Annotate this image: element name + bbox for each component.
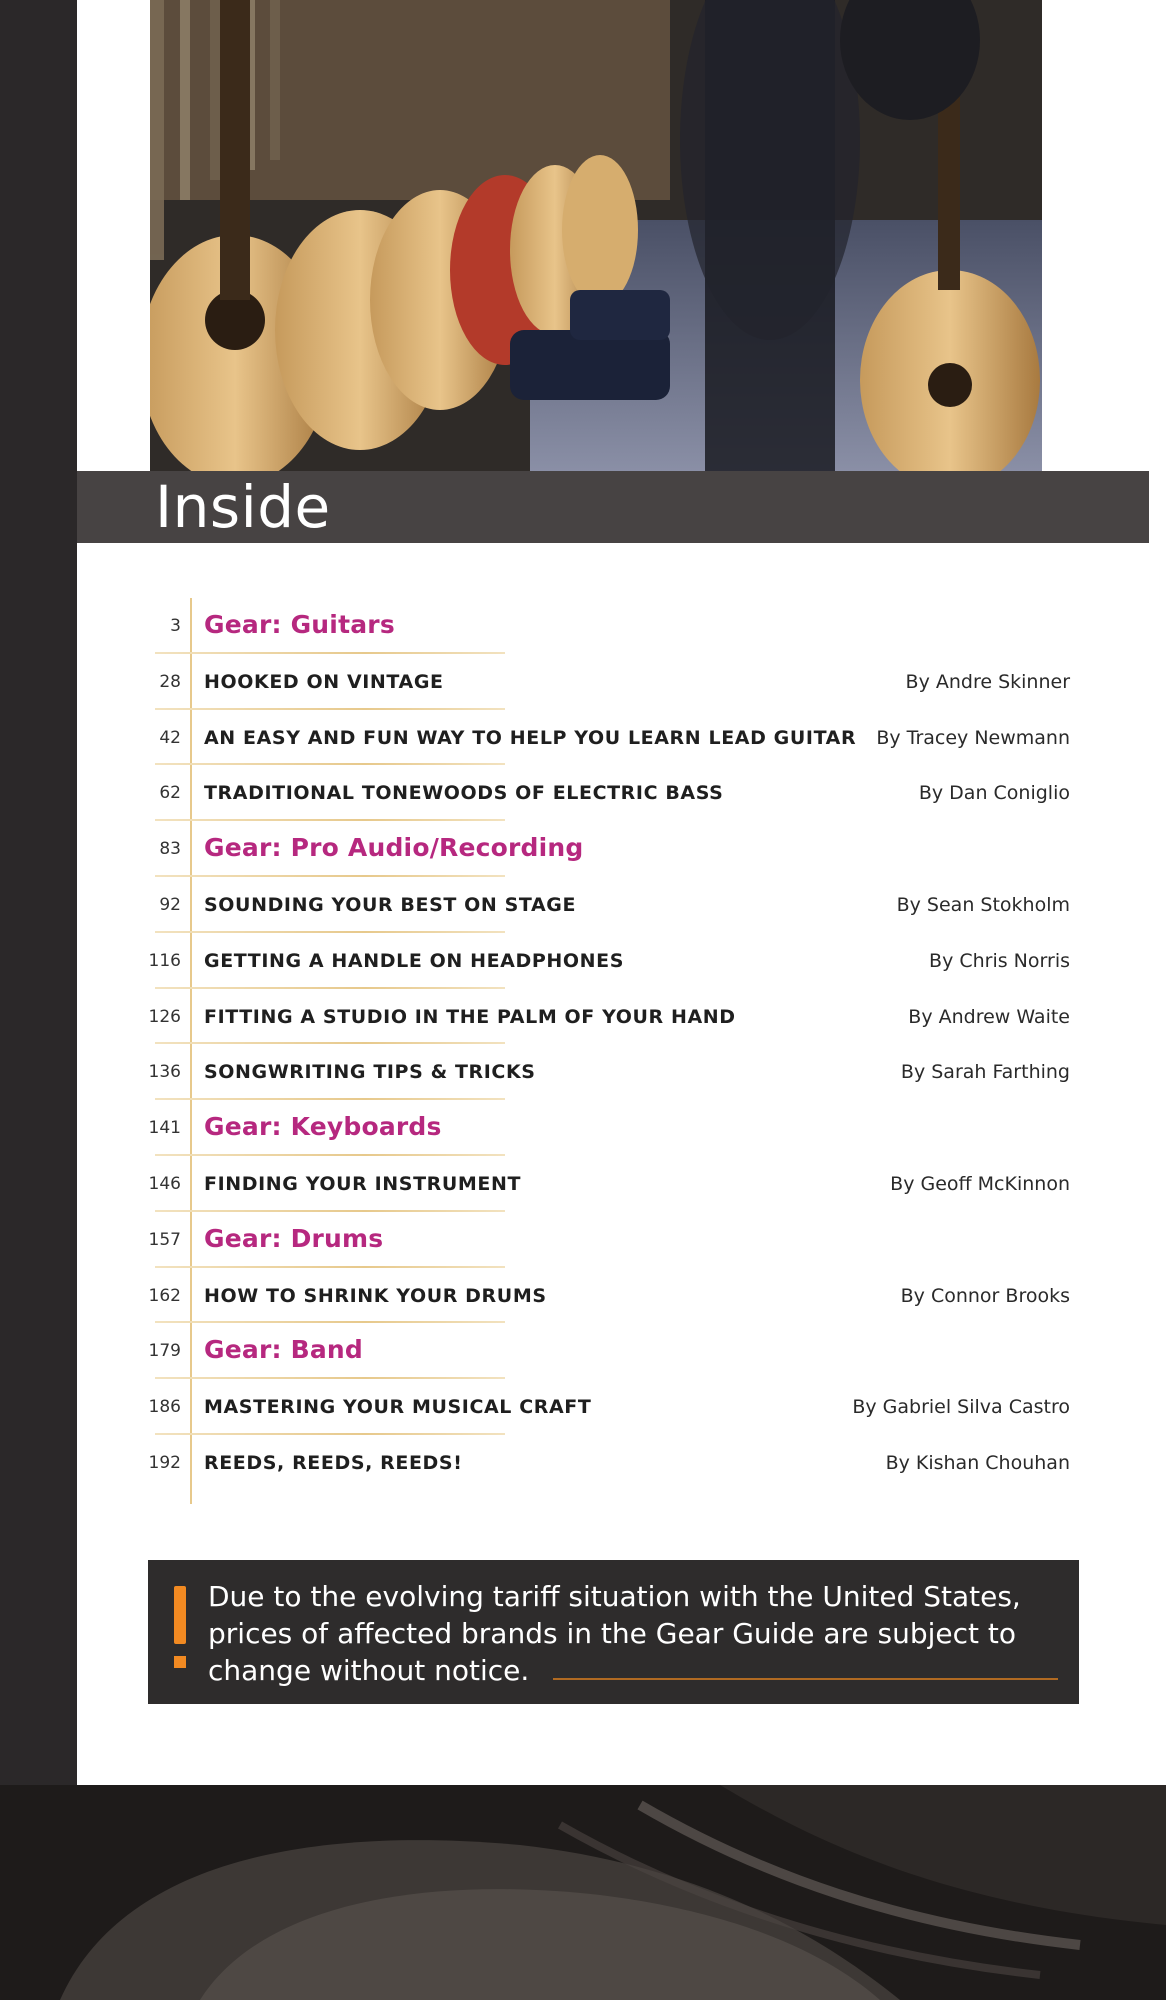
toc-article-title: FINDING YOUR INSTRUMENT: [204, 1172, 522, 1195]
toc-author: By Kishan Chouhan: [885, 1451, 1070, 1474]
toc-article-title: SOUNDING YOUR BEST ON STAGE: [204, 893, 577, 916]
toc-article-title: FITTING A STUDIO IN THE PALM OF YOUR HAND: [204, 1005, 736, 1028]
toc-page-number: 3: [170, 616, 181, 636]
toc-article-row[interactable]: [145, 1435, 1080, 1491]
toc-author: By Chris Norris: [929, 949, 1070, 972]
toc-page-number: 116: [148, 950, 181, 971]
toc-article-row[interactable]: [145, 765, 1080, 821]
toc-article-title: HOW TO SHRINK YOUR DRUMS: [204, 1284, 547, 1307]
toc-section-row[interactable]: [145, 1100, 1080, 1156]
toc-article-row[interactable]: [145, 1268, 1080, 1324]
toc-section-row[interactable]: [145, 598, 1080, 654]
toc-page-number: 141: [148, 1118, 181, 1139]
toc-page-number: 62: [159, 783, 181, 804]
page-title: Inside: [155, 473, 331, 541]
toc-section-title: Gear: Band: [204, 1335, 363, 1365]
toc-author: By Sarah Farthing: [900, 1061, 1070, 1084]
toc-article-title: AN EASY AND FUN WAY TO HELP YOU LEARN LEAD GUITAR: [204, 726, 857, 749]
toc-section-row[interactable]: [145, 1323, 1080, 1379]
toc-article-row[interactable]: [145, 877, 1080, 933]
toc-page-number: 92: [159, 894, 181, 915]
toc-article-row[interactable]: [145, 989, 1080, 1045]
toc-author: By Sean Stokholm: [896, 893, 1070, 916]
toc-page-number: 186: [148, 1397, 181, 1418]
toc-article-title: HOOKED ON VINTAGE: [204, 670, 444, 693]
inside-banner: [77, 471, 1149, 543]
toc-page-number: 162: [148, 1285, 181, 1306]
toc-page-number: 83: [159, 839, 181, 860]
notice-underline: [553, 1678, 1058, 1680]
toc-section-title: Gear: Keyboards: [204, 1112, 442, 1142]
exclamation-dot-icon: [174, 1656, 186, 1668]
toc-article-row[interactable]: [145, 654, 1080, 710]
toc-article-row[interactable]: [145, 1044, 1080, 1100]
toc-page-number: 126: [148, 1006, 181, 1027]
guitar-store-photo: [150, 0, 1042, 471]
toc-author: By Gabriel Silva Castro: [852, 1396, 1070, 1419]
toc-section-row[interactable]: [145, 1212, 1080, 1268]
toc-article-title: GETTING A HANDLE ON HEADPHONES: [204, 949, 624, 972]
toc-article-title: MASTERING YOUR MUSICAL CRAFT: [204, 1396, 592, 1419]
toc-article-title: SONGWRITING TIPS & TRICKS: [204, 1061, 536, 1084]
toc-section-title: Gear: Pro Audio/Recording: [204, 833, 584, 863]
toc-author: By Dan Coniglio: [918, 782, 1070, 805]
toc-page-number: 136: [148, 1062, 181, 1083]
toc-article-row[interactable]: [145, 710, 1080, 766]
toc-author: By Tracey Newmann: [876, 726, 1070, 749]
toc-page-number: 42: [159, 727, 181, 748]
toc-section-title: Gear: Drums: [204, 1223, 384, 1253]
right-page-edge: [1150, 0, 1166, 1785]
toc-article-title: TRADITIONAL TONEWOODS OF ELECTRIC BASS: [204, 782, 724, 805]
toc-page-number: 157: [148, 1229, 181, 1250]
footer-drum-photo: [0, 1785, 1166, 2000]
toc-page-number: 28: [159, 671, 181, 692]
toc-section-row[interactable]: [145, 821, 1080, 877]
toc-page-number: 179: [148, 1341, 181, 1362]
table-of-contents: [145, 598, 1080, 1491]
toc-page-number: 192: [148, 1452, 181, 1473]
left-sidebar-strip: [0, 0, 77, 1785]
toc-page-number: 146: [148, 1173, 181, 1194]
toc-section-title: Gear: Guitars: [204, 610, 395, 639]
toc-article-row[interactable]: [145, 1379, 1080, 1435]
toc-article-row[interactable]: [145, 1156, 1080, 1212]
toc-article-title: REEDS, REEDS, REEDS!: [204, 1451, 463, 1474]
toc-article-row[interactable]: [145, 933, 1080, 989]
toc-author: By Andre Skinner: [905, 670, 1070, 693]
toc-author: By Geoff McKinnon: [890, 1172, 1070, 1195]
notice-text: Due to the evolving tariff situation with the United States, prices of affected brands in the Gear Guide are subject to change without notice.: [208, 1580, 1021, 1687]
toc-author: By Connor Brooks: [900, 1284, 1070, 1307]
toc-author: By Andrew Waite: [908, 1005, 1070, 1028]
exclamation-icon: [174, 1586, 186, 1644]
tariff-notice-box: [148, 1560, 1079, 1704]
